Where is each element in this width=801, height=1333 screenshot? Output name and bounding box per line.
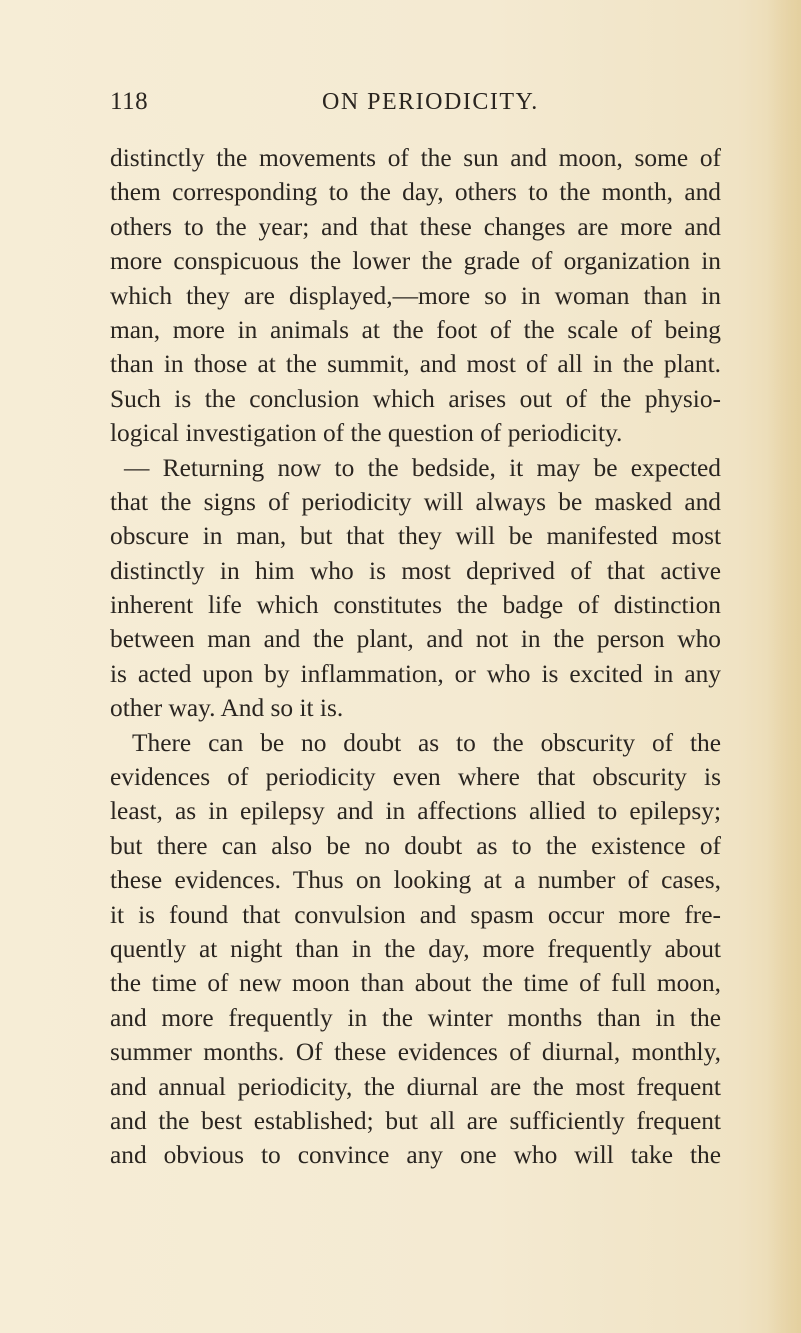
page-header xyxy=(110,88,720,128)
body-text xyxy=(110,141,721,1173)
text-line: Such is the conclusion which arises out of the physio- xyxy=(110,384,721,413)
text-line: is acted upon by inflammation, or who is excited in any xyxy=(110,659,721,688)
text-line: least, as in epilepsy and in affections allied to epilepsy; xyxy=(110,797,721,826)
text-line: summer months. Of these evidences of diurnal, monthly, xyxy=(110,1038,721,1067)
running-head: ON PERIODICITY. xyxy=(322,89,539,115)
text-line: and obvious to convince any one who will take the xyxy=(110,1141,721,1170)
text-line: more conspicuous the lower the grade of organization in xyxy=(110,247,721,276)
text-line: it is found that convulsion and spasm occur more fre- xyxy=(110,900,721,929)
text-line: that the signs of periodicity will always be masked and xyxy=(110,487,721,516)
text-line: other way. And so it is. xyxy=(110,694,344,723)
text-line: logical investigation of the question of periodicity. xyxy=(110,419,623,448)
text-line: distinctly the movements of the sun and moon, some of xyxy=(110,144,721,172)
text-line: these evidences. Thus on looking at a number of cases, xyxy=(110,866,721,895)
text-line: distinctly in him who is most deprived of that active xyxy=(110,556,721,585)
text-line: but there can also be no doubt as to the existence of xyxy=(110,831,721,860)
text-line: — Returning now to the bedside, it may be expected xyxy=(124,453,721,482)
text-line: inherent life which constitutes the badge of distinction xyxy=(110,591,721,620)
text-line: obscure in man, but that they will be manifested most xyxy=(110,522,721,551)
text-line: and more frequently in the winter months than in the xyxy=(110,1003,721,1032)
text-line: the time of new moon than about the time of full moon, xyxy=(110,969,721,998)
text-line: them corresponding to the day, others to the month, and xyxy=(110,178,721,207)
text-line: evidences of periodicity even where that obscurity is xyxy=(110,763,721,792)
text-line: man, more in animals at the foot of the scale of being xyxy=(110,315,721,344)
text-line: which they are displayed,—more so in woman than in xyxy=(110,281,721,310)
text-line: and the best established; but all are sufficiently frequent xyxy=(110,1106,721,1135)
text-line: others to the year; and that these changes are more and xyxy=(110,212,721,241)
text-line: between man and the plant, and not in the person who xyxy=(110,625,721,654)
text-line: and annual periodicity, the diurnal are the most frequent xyxy=(110,1072,721,1101)
page-number: 118 xyxy=(110,88,149,115)
text-line: than in those at the summit, and most of all in the plant. xyxy=(110,350,721,379)
page-edge-shadow xyxy=(767,0,801,1333)
text-line: quently at night than in the day, more frequently about xyxy=(110,934,721,963)
text-line: There can be no doubt as to the obscurity of the xyxy=(132,728,721,757)
